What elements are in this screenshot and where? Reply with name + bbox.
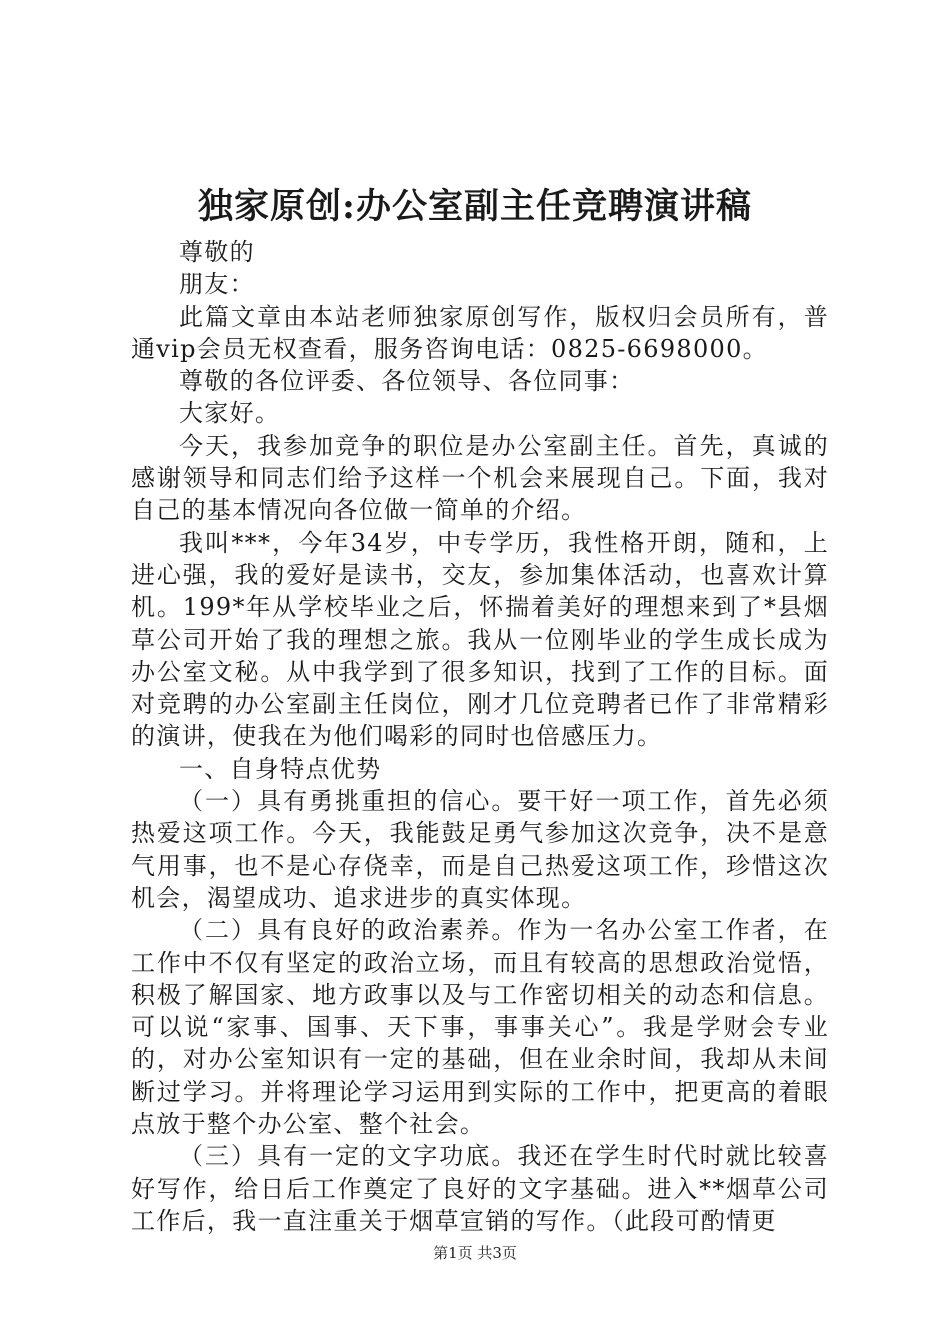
paragraph-greeting-2: 朋友： xyxy=(179,270,255,299)
paragraph-salutation: 尊敬的各位评委、各位领导、各位同事： xyxy=(179,367,635,396)
document-title: 独家原创:办公室副主任竞聘演讲稿 xyxy=(198,186,752,227)
section-heading: 一、自身特点优势 xyxy=(179,754,382,783)
paragraph-point-3: （三）具有一定的文字功底。我还在学生时代时就比较喜好写作，给日后工作奠定了良好的文字基础。进入**烟草公司工作后，我一直注重关于烟草宣销的写作。（此段可酌情更 xyxy=(131,1142,829,1235)
paragraph-greeting-1: 尊敬的 xyxy=(179,238,255,266)
paragraph-copyright-notice: 此篇文章由本站老师独家原创写作，版权归会员所有，普通vip会员无权查看，服务咨询电话：0825-6698000。 xyxy=(131,302,829,363)
paragraph-point-2: （二）具有良好的政治素养。作为一名办公室工作者，在工作中不仅有坚定的政治立场，而且有较高的思想政治觉悟，积极了解国家、地方政事以及与工作密切相关的动态和信息。可以说“家事、国事、天下事，事事关心”。我是学财会专业的，对办公室知识有一定的基础，但在业余时间，我却从未间断过学习。并将理论学习运用到实际的工作中，把更高的着眼点放于整个办公室、整个社会。 xyxy=(131,916,829,1139)
paragraph-self-introduction: 我叫***，今年34岁，中专学历，我性格开朗，随和，上进心强，我的爱好是读书，交友，参加集体活动，也喜欢计算机。199*年从学校毕业之后，怀揣着美好的理想来到了*县烟草公司开始了我的理想之旅。我从一位刚毕业的学生成长成为办公室文秘。从中我学到了很多知识，找到了工作的目标。面对竞聘的办公室副主任岗位，刚才几位竞聘者已作了非常精彩的演讲，使我在为他们喝彩的同时也倍感压力。 xyxy=(131,528,829,751)
document-body xyxy=(131,236,829,1237)
paragraph-intro: 今天，我参加竞争的职位是办公室副主任。首先，真诚的感谢领导和同志们给予这样一个机会来展现自己。下面，我对自己的基本情况向各位做一简单的介绍。 xyxy=(131,431,829,525)
paragraph-point-1: （一）具有勇挑重担的信心。要干好一项工作，首先必须热爱这项工作。今天，我能鼓足勇气参加这次竞争，决不是意气用事，也不是心存侥幸，而是自己热爱这项工作，珍惜这次机会，渴望成功、追求进步的真实体现。 xyxy=(131,787,829,912)
page-footer: 第1页 共3页 xyxy=(433,1244,517,1262)
paragraph-hello: 大家好。 xyxy=(179,399,281,428)
